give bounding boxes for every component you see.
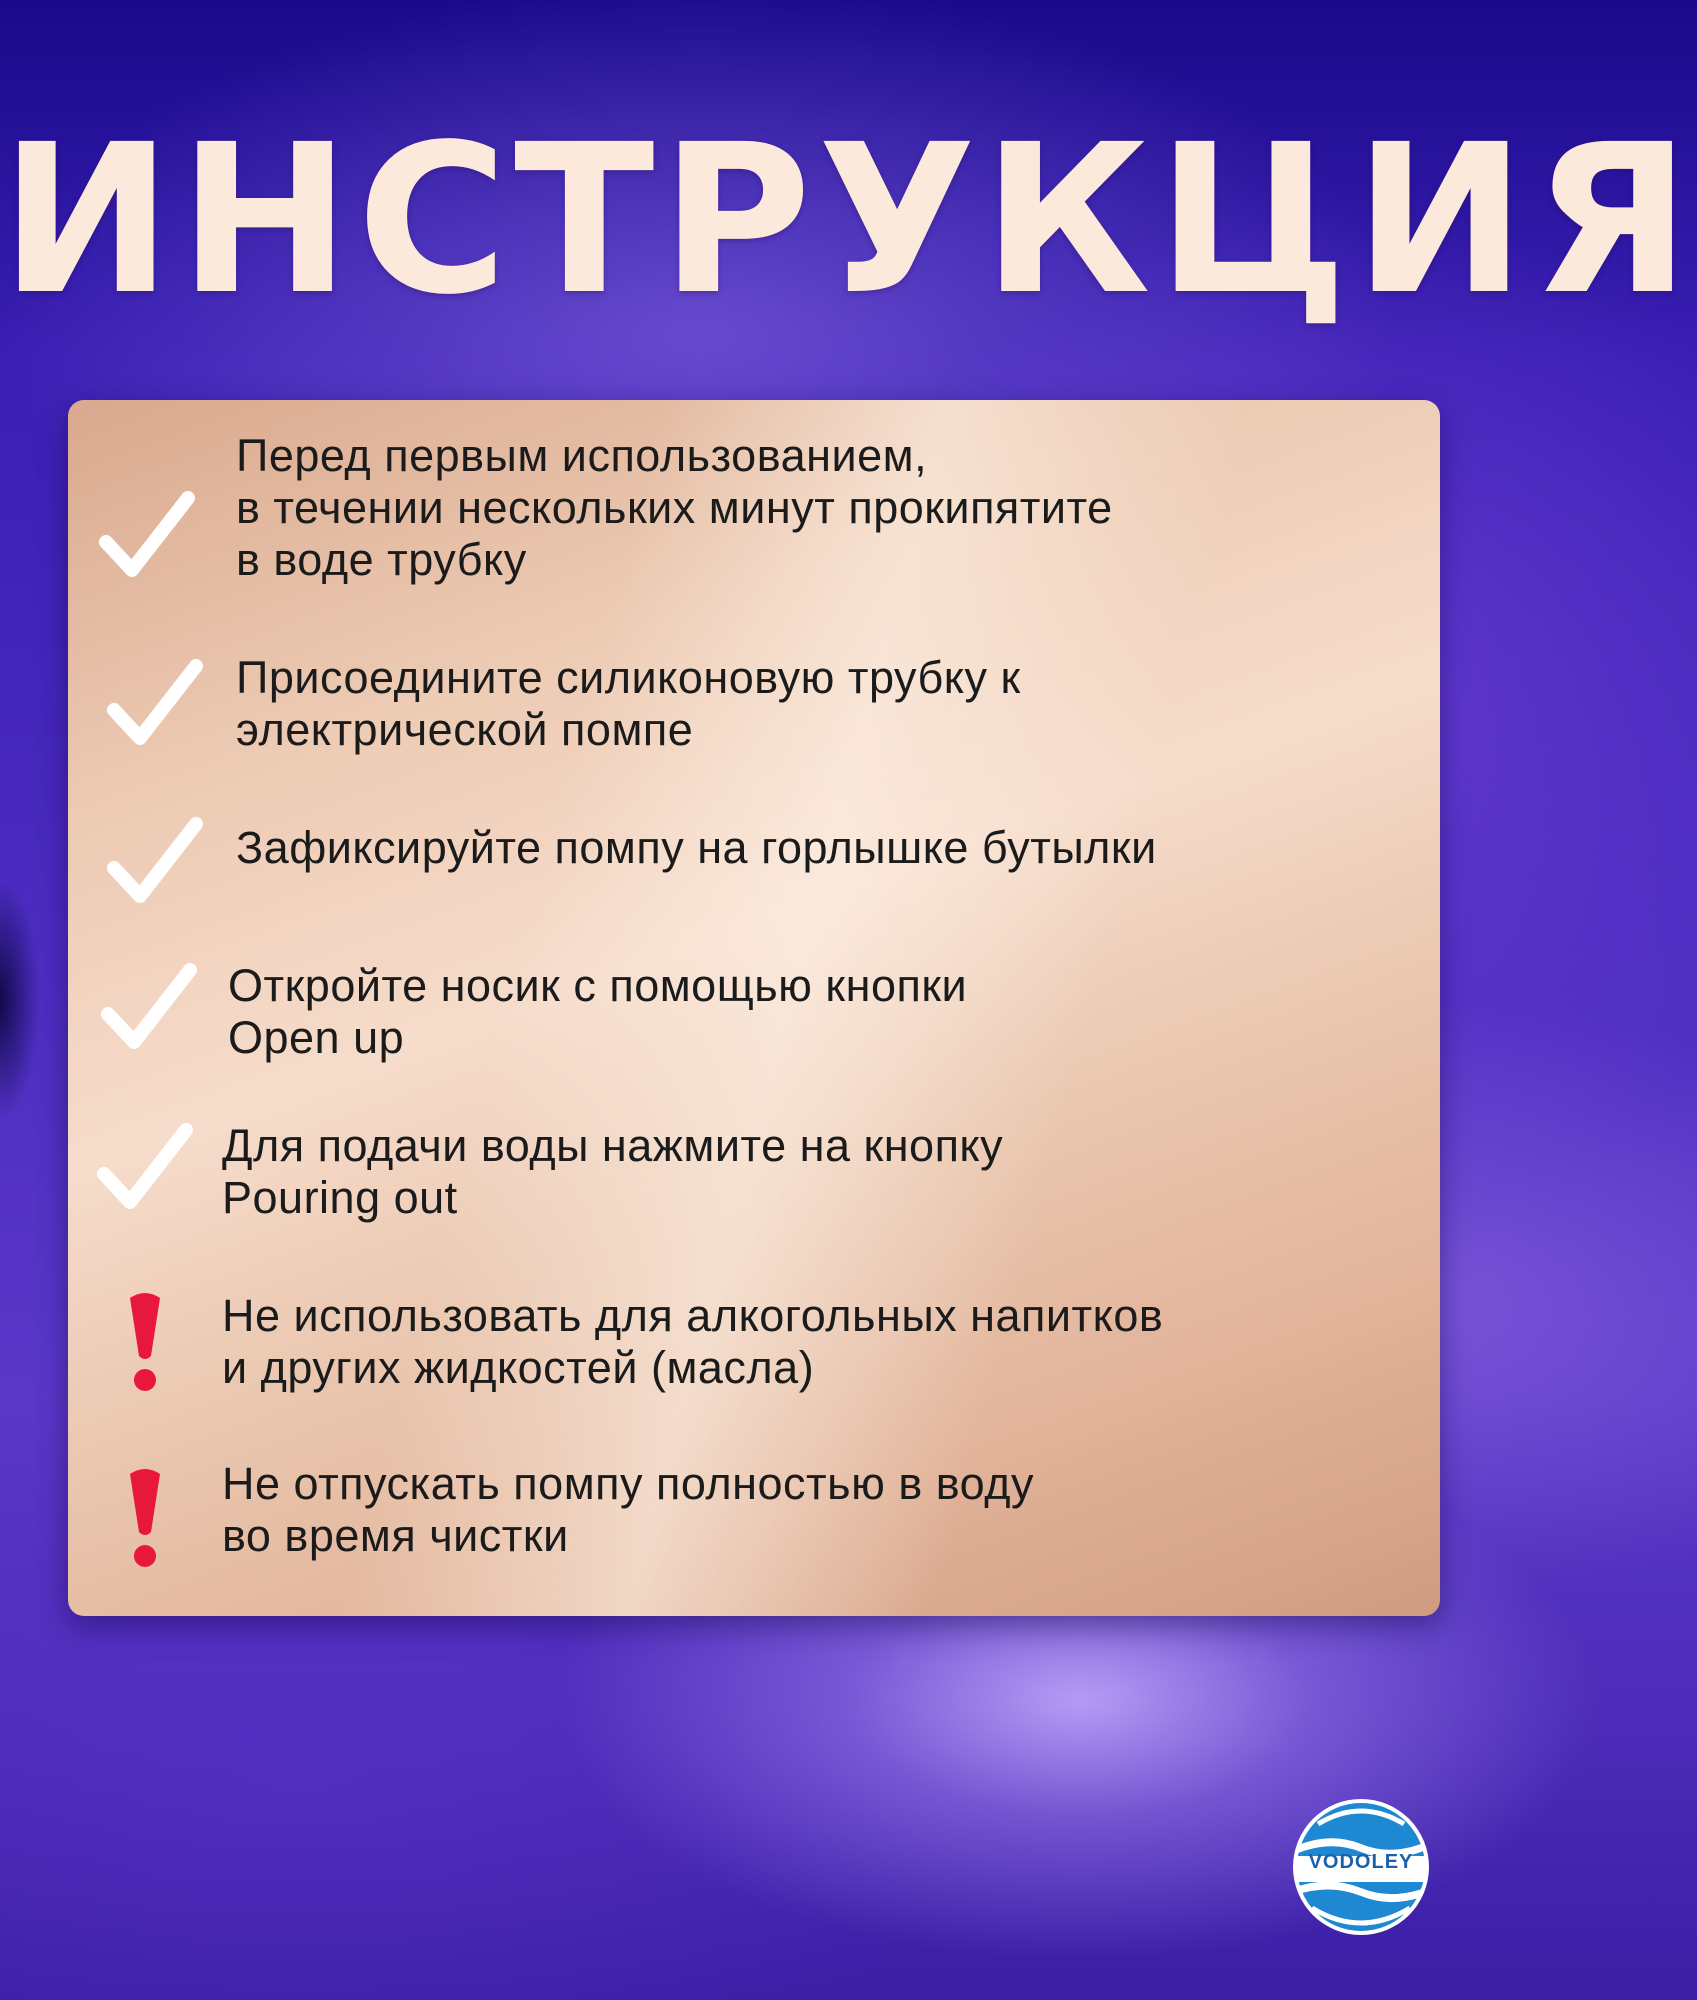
warning-item xyxy=(68,1458,1440,1568)
instruction-card xyxy=(68,400,1440,1616)
check-icon xyxy=(106,658,202,754)
exclamation-icon xyxy=(126,1466,164,1570)
check-icon xyxy=(98,490,194,586)
instruction-text: Присоедините силиконовую трубку к электрической помпе xyxy=(236,652,1021,755)
instruction-text: Перед первым использованием, в течении нескольких минут прокипятите в воде трубку xyxy=(236,430,1113,585)
background-shadow xyxy=(0,850,60,1150)
warning-item xyxy=(68,1290,1440,1400)
check-icon xyxy=(100,962,196,1058)
instruction-item xyxy=(68,822,1440,932)
instruction-item xyxy=(68,430,1440,590)
check-icon xyxy=(96,1122,192,1218)
instruction-text: Для подачи воды нажмите на кнопку Pouring out xyxy=(222,1120,1004,1223)
instruction-item xyxy=(68,960,1440,1070)
instruction-item xyxy=(68,652,1440,762)
check-icon xyxy=(106,816,202,912)
warning-text: Не отпускать помпу полностью в воду во время чистки xyxy=(222,1458,1034,1561)
logo-text: VODOLEY xyxy=(1308,1851,1414,1873)
page-title: ИНСТРУКЦИЯ xyxy=(0,100,1697,340)
vodoley-logo xyxy=(1292,1798,1430,1936)
warning-text: Не использовать для алкогольных напитков и других жидкостей (масла) xyxy=(222,1290,1164,1393)
instruction-text: Откройте носик с помощью кнопки Open up xyxy=(228,960,968,1063)
instruction-item xyxy=(68,1120,1440,1230)
instruction-text: Зафиксируйте помпу на горлышке бутылки xyxy=(236,822,1157,873)
exclamation-icon xyxy=(126,1290,164,1394)
